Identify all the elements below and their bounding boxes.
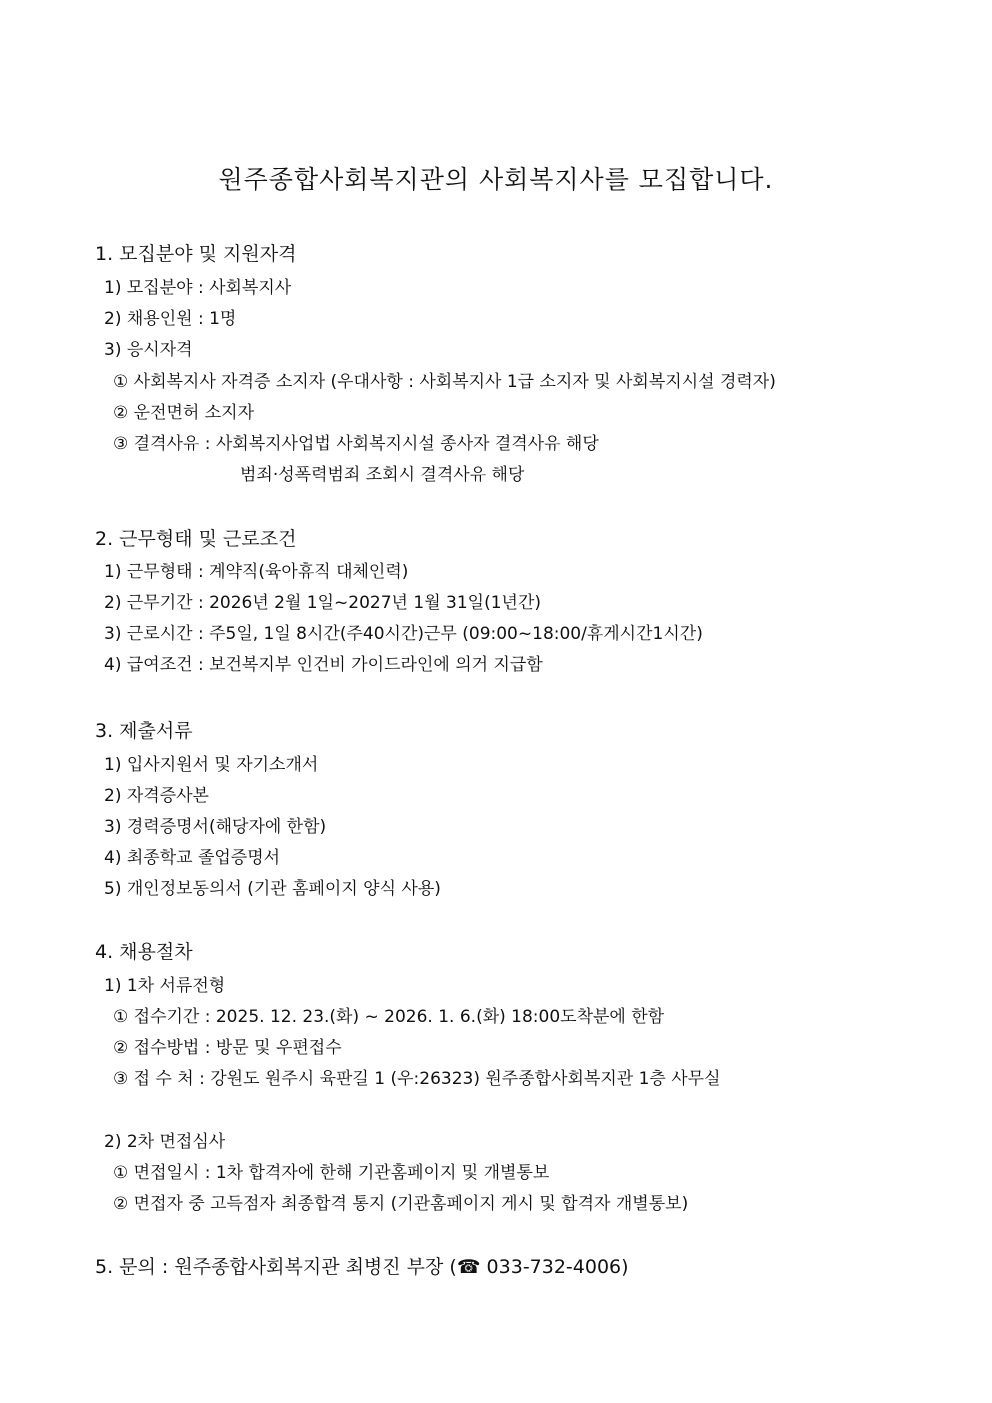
document-item: 4) 최종학교 졸업증명서 — [104, 848, 281, 868]
step2-notice: ② 면접자 중 고득점자 최종합격 통지 (기관홈페이지 게시 및 합격자 개별통보) — [113, 1194, 689, 1214]
headcount-item: 2) 채용인원 : 1명 — [104, 309, 237, 329]
work-period-item: 2) 근무기간 : 2026년 2월 1일~2027년 1월 31일(1년간) — [104, 593, 541, 613]
document-item: 3) 경력증명서(해당자에 한함) — [104, 817, 327, 837]
qualification-3: ③ 결격사유 : 사회복지사업법 사회복지시설 종사자 결격사유 해당 — [113, 434, 599, 454]
qualification-2: ② 운전면허 소지자 — [113, 403, 255, 423]
qualification-item: 3) 응시자격 — [104, 340, 193, 360]
page-title: 원주종합사회복지관의 사회복지사를 모집합니다. — [218, 165, 774, 194]
section2-heading: 2. 근무형태 및 근로조건 — [95, 528, 297, 550]
step1-address: ③ 접 수 처 : 강원도 원주시 육판길 1 (우:26323) 원주종합사회복지관 1층 사무실 — [113, 1069, 721, 1089]
field-item: 1) 모집분야 : 사회복지사 — [104, 278, 292, 298]
step1-method: ② 접수방법 : 방문 및 우편접수 — [113, 1038, 342, 1058]
qualification-1: ① 사회복지사 자격증 소지자 (우대사항 : 사회복지사 1급 소지자 및 사회복지시설 경력자) — [113, 372, 776, 392]
section3-heading: 3. 제출서류 — [95, 720, 193, 742]
step1-heading: 1) 1차 서류전형 — [104, 976, 226, 996]
document-item: 5) 개인정보동의서 (기관 홈페이지 양식 사용) — [104, 879, 441, 899]
contact-line: 5. 문의 : 원주종합사회복지관 최병진 부장 (☎ 033-732-4006) — [95, 1256, 629, 1278]
pay-item: 4) 급여조건 : 보건복지부 인건비 가이드라인에 의거 지급함 — [104, 655, 543, 675]
section1-heading: 1. 모집분야 및 지원자격 — [95, 243, 297, 265]
step2-date: ① 면접일시 : 1차 합격자에 한해 기관홈페이지 및 개별통보 — [113, 1163, 550, 1183]
qualification-3-continued: 범죄·성폭력범죄 조회시 결격사유 해당 — [240, 465, 525, 485]
document-item: 2) 자격증사본 — [104, 786, 209, 806]
section4-heading: 4. 채용절차 — [95, 941, 193, 963]
work-hours-item: 3) 근로시간 : 주5일, 1일 8시간(주40시간)근무 (09:00~18:00/휴게시간1시간) — [104, 624, 703, 644]
document-item: 1) 입사지원서 및 자기소개서 — [104, 755, 319, 775]
step1-period: ① 접수기간 : 2025. 12. 23.(화) ~ 2026. 1. 6.(화) 18:00도착분에 한함 — [113, 1007, 665, 1027]
work-type-item: 1) 근무형태 : 계약직(육아휴직 대체인력) — [104, 562, 409, 582]
step2-heading: 2) 2차 면접심사 — [104, 1132, 226, 1152]
